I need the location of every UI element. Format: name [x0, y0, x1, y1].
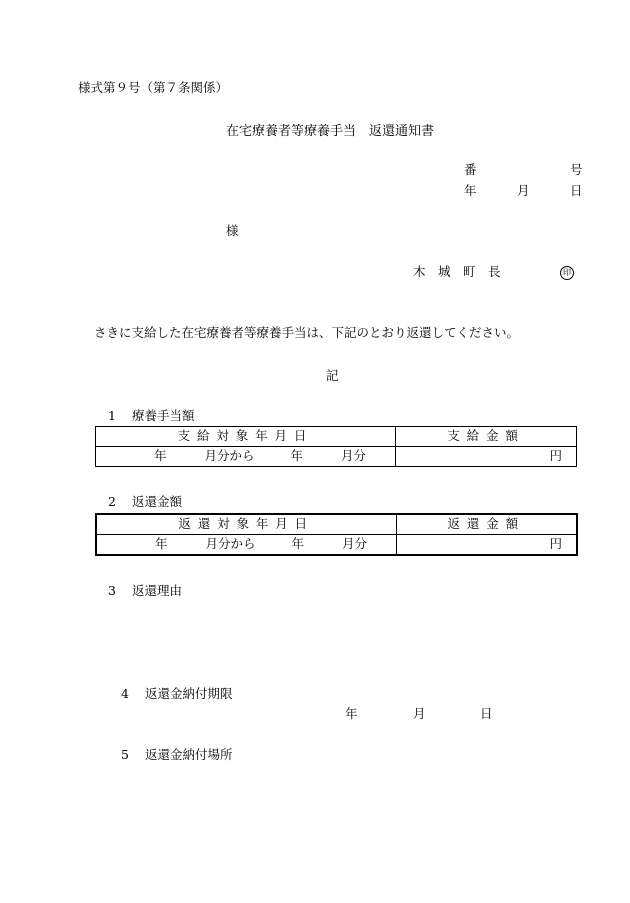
section-2-heading — [108, 496, 182, 509]
deadline-year: 年 — [345, 706, 358, 721]
payment-amount-header: 支給金額 — [396, 427, 577, 447]
section-3-number: 3 — [108, 583, 116, 598]
deadline-month: 月 — [413, 706, 426, 721]
refund-period-header: 返還対象年月日 — [96, 514, 396, 535]
allowance-table — [95, 426, 577, 467]
section-5-number: 5 — [121, 747, 129, 762]
refund-table — [95, 513, 578, 556]
section-1-number: 1 — [108, 408, 116, 423]
refund-period-cell: 年 月分から 年 月分 — [96, 535, 396, 556]
date-month: 月 — [517, 183, 530, 198]
number-label: 番 — [464, 162, 477, 177]
section-4-title: 返還金納付期限 — [144, 686, 233, 701]
section-2-title: 返還金額 — [131, 494, 182, 509]
payment-period-cell: 年 月分から 年 月分 — [96, 447, 396, 467]
section-3-title: 返還理由 — [131, 583, 182, 598]
section-4-heading — [121, 688, 232, 701]
issuer-name: 木 城 町 長 — [413, 264, 501, 279]
section-5-title: 返還金納付場所 — [144, 747, 233, 762]
section-3-heading — [108, 585, 182, 598]
refund-amount-header: 返還金額 — [396, 514, 577, 535]
section-5-heading — [121, 749, 232, 762]
section-2-number: 2 — [108, 494, 116, 509]
table-row — [96, 535, 577, 556]
ki-label: 記 — [326, 368, 339, 383]
section-1-heading — [108, 410, 194, 423]
document-title: 在宅療養者等療養手当 返還通知書 — [226, 124, 435, 139]
date-year: 年 — [464, 183, 477, 198]
table-row — [96, 447, 577, 467]
number-suffix: 号 — [570, 162, 583, 177]
section-1-title: 療養手当額 — [131, 408, 195, 423]
section-4-number: 4 — [121, 686, 129, 701]
form-number: 様式第９号（第７条関係） — [78, 80, 229, 95]
table-row — [96, 427, 577, 447]
refund-amount-cell: 円 — [396, 535, 577, 556]
table-row — [96, 514, 577, 535]
date-day: 日 — [570, 183, 583, 198]
deadline-day: 日 — [480, 706, 493, 721]
payment-amount-cell: 円 — [396, 447, 577, 467]
addressee-suffix: 様 — [226, 223, 239, 238]
payment-period-header: 支給対象年月日 — [96, 427, 396, 447]
body-text: さきに支給した在宅療養者等療養手当は、下記のとおり返還してください。 — [94, 325, 520, 340]
seal-icon: 印 — [560, 266, 574, 280]
